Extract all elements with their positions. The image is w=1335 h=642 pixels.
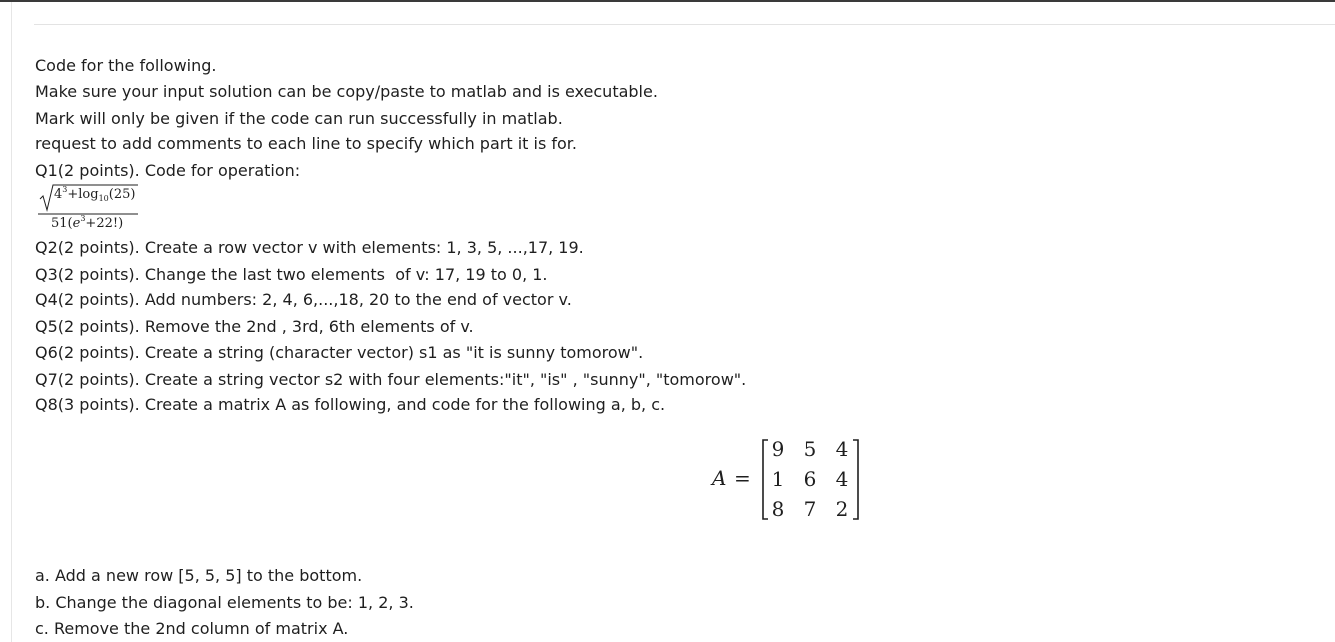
matrix-cell: 8 <box>771 497 785 521</box>
intro-line-1: Code for the following. <box>35 56 217 75</box>
matrix-name: A <box>712 466 727 490</box>
intro-line-4: request to add comments to each line to specify which part it is for. <box>35 134 577 153</box>
section-divider <box>34 24 1335 25</box>
matrix-cell: 1 <box>771 467 785 491</box>
matrix-cell: 2 <box>835 497 849 521</box>
matrix-cell: 6 <box>803 467 817 491</box>
intro-line-3: Mark will only be given if the code can run successfully in matlab. <box>35 109 563 128</box>
matrix-equation <box>712 438 862 522</box>
formula-numerator: $4^3+\log_{10}(25)$ <box>54 185 136 203</box>
left-border <box>11 2 12 642</box>
question-q7: Q7(2 points). Create a string vector s2 with four elements:"it", "is" , "sunny", "tomorow". <box>35 370 747 389</box>
part-b: b. Change the diagonal elements to be: 1, 2, 3. <box>35 593 414 612</box>
question-q4: Q4(2 points). Add numbers: 2, 4, 6,...,18, 20 to the end of vector v. <box>35 290 572 309</box>
equals-sign: = <box>734 466 751 490</box>
question-q8: Q8(3 points). Create a matrix A as following, and code for the following a, b, c. <box>35 395 666 414</box>
top-border <box>0 0 1335 2</box>
part-c: c. Remove the 2nd column of matrix A. <box>35 619 349 638</box>
question-q2: Q2(2 points). Create a row vector v with elements: 1, 3, 5, ...,17, 19. <box>35 238 584 257</box>
question-q3: Q3(2 points). Change the last two elements of v: 17, 19 to 0, 1. <box>35 265 548 284</box>
question-q5: Q5(2 points). Remove the 2nd , 3rd, 6th elements of v. <box>35 317 474 336</box>
matrix-cell: 9 <box>771 437 785 461</box>
matrix-cell: 5 <box>803 437 817 461</box>
part-a: a. Add a new row [5, 5, 5] to the bottom. <box>35 566 363 585</box>
formula-fraction <box>37 184 139 236</box>
intro-line-2: Make sure your input solution can be copy/paste to matlab and is executable. <box>35 82 658 101</box>
question-q1: Q1(2 points). Code for operation: <box>35 161 301 180</box>
matrix-cell: 7 <box>803 497 817 521</box>
matrix-cell: 4 <box>835 437 849 461</box>
question-q6: Q6(2 points). Create a string (character vector) s1 as "it is sunny tomorow". <box>35 343 644 362</box>
matrix-cell: 4 <box>835 467 849 491</box>
formula-denominator: $51(e^3+22!)$ <box>51 214 124 231</box>
